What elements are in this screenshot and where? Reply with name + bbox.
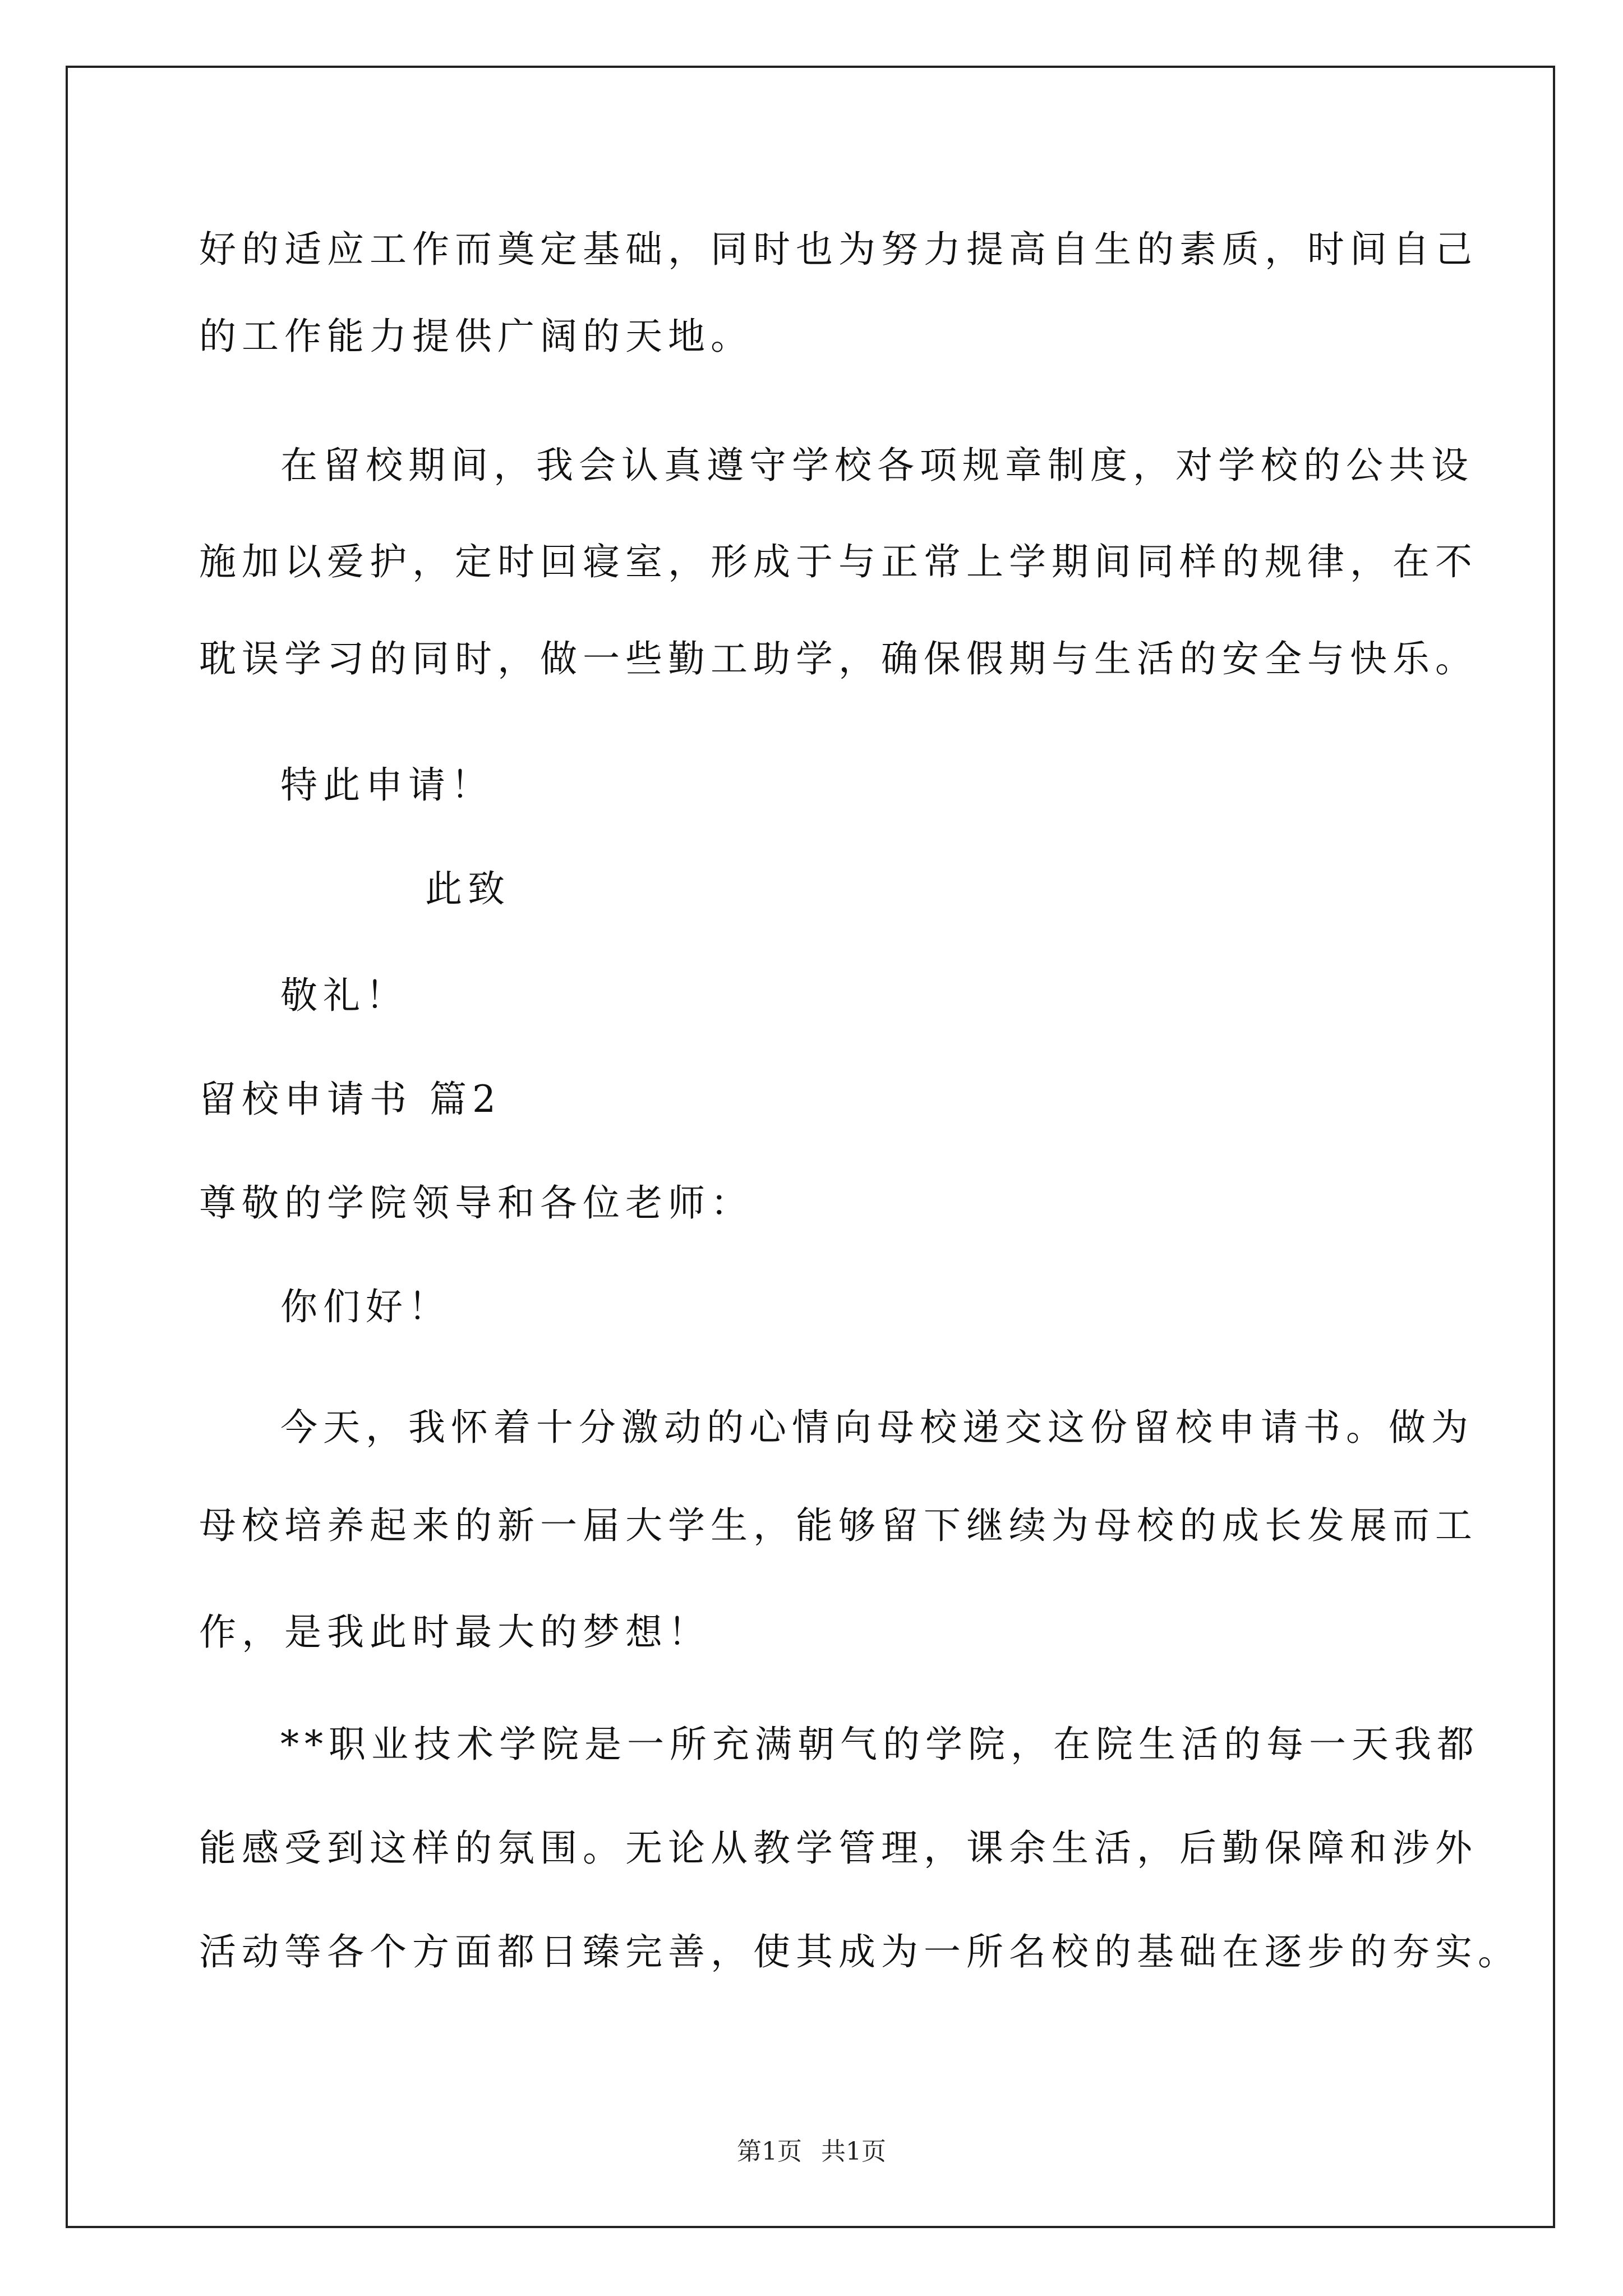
paragraph-line: 施加以爱护，定时回寝室，形成于与正常上学期间同样的规律，在不 [199, 540, 1478, 583]
page-number: 第1页 [737, 2137, 802, 2166]
paragraph-line: 好的适应工作而奠定基础，同时也为努力提高自生的素质，时间自己 [199, 228, 1478, 271]
greeting-line: 尊敬的学院领导和各位老师： [199, 1181, 753, 1225]
salutation-line: 此致 [425, 867, 510, 910]
paragraph-line: 母校培养起来的新一届大学生，能够留下继续为母校的成长发展而工 [199, 1504, 1478, 1547]
page-border [66, 66, 1555, 2228]
page-total: 共1页 [821, 2137, 886, 2166]
paragraph-line: 能感受到这样的氛围。无论从教学管理，课余生活，后勤保障和涉外 [199, 1826, 1478, 1870]
section-heading: 留校申请书 篇2 [199, 1078, 501, 1121]
paragraph-line: 今天，我怀着十分激动的心情向母校递交这份留校申请书。做为 [280, 1406, 1474, 1449]
page-footer [0, 2136, 1623, 2168]
salutation-line: 敬礼！ [280, 974, 408, 1017]
paragraph-line: **职业技术学院是一所充满朝气的学院，在院生活的每一天我都 [280, 1723, 1479, 1766]
paragraph-line: 作，是我此时最大的梦想！ [199, 1611, 711, 1654]
paragraph-line: 的工作能力提供广阔的天地。 [199, 315, 753, 358]
greeting-line: 你们好！ [280, 1285, 451, 1328]
paragraph-line: 在留校期间，我会认真遵守学校各项规章制度，对学校的公共设 [280, 444, 1474, 487]
paragraph-line: 活动等各个方面都日臻完善，使其成为一所名校的基础在逐步的夯实。 [199, 1930, 1520, 1973]
closing-line: 特此申请！ [280, 763, 494, 807]
paragraph-line: 耽误学习的同时，做一些勤工助学，确保假期与生活的安全与快乐。 [199, 637, 1478, 680]
